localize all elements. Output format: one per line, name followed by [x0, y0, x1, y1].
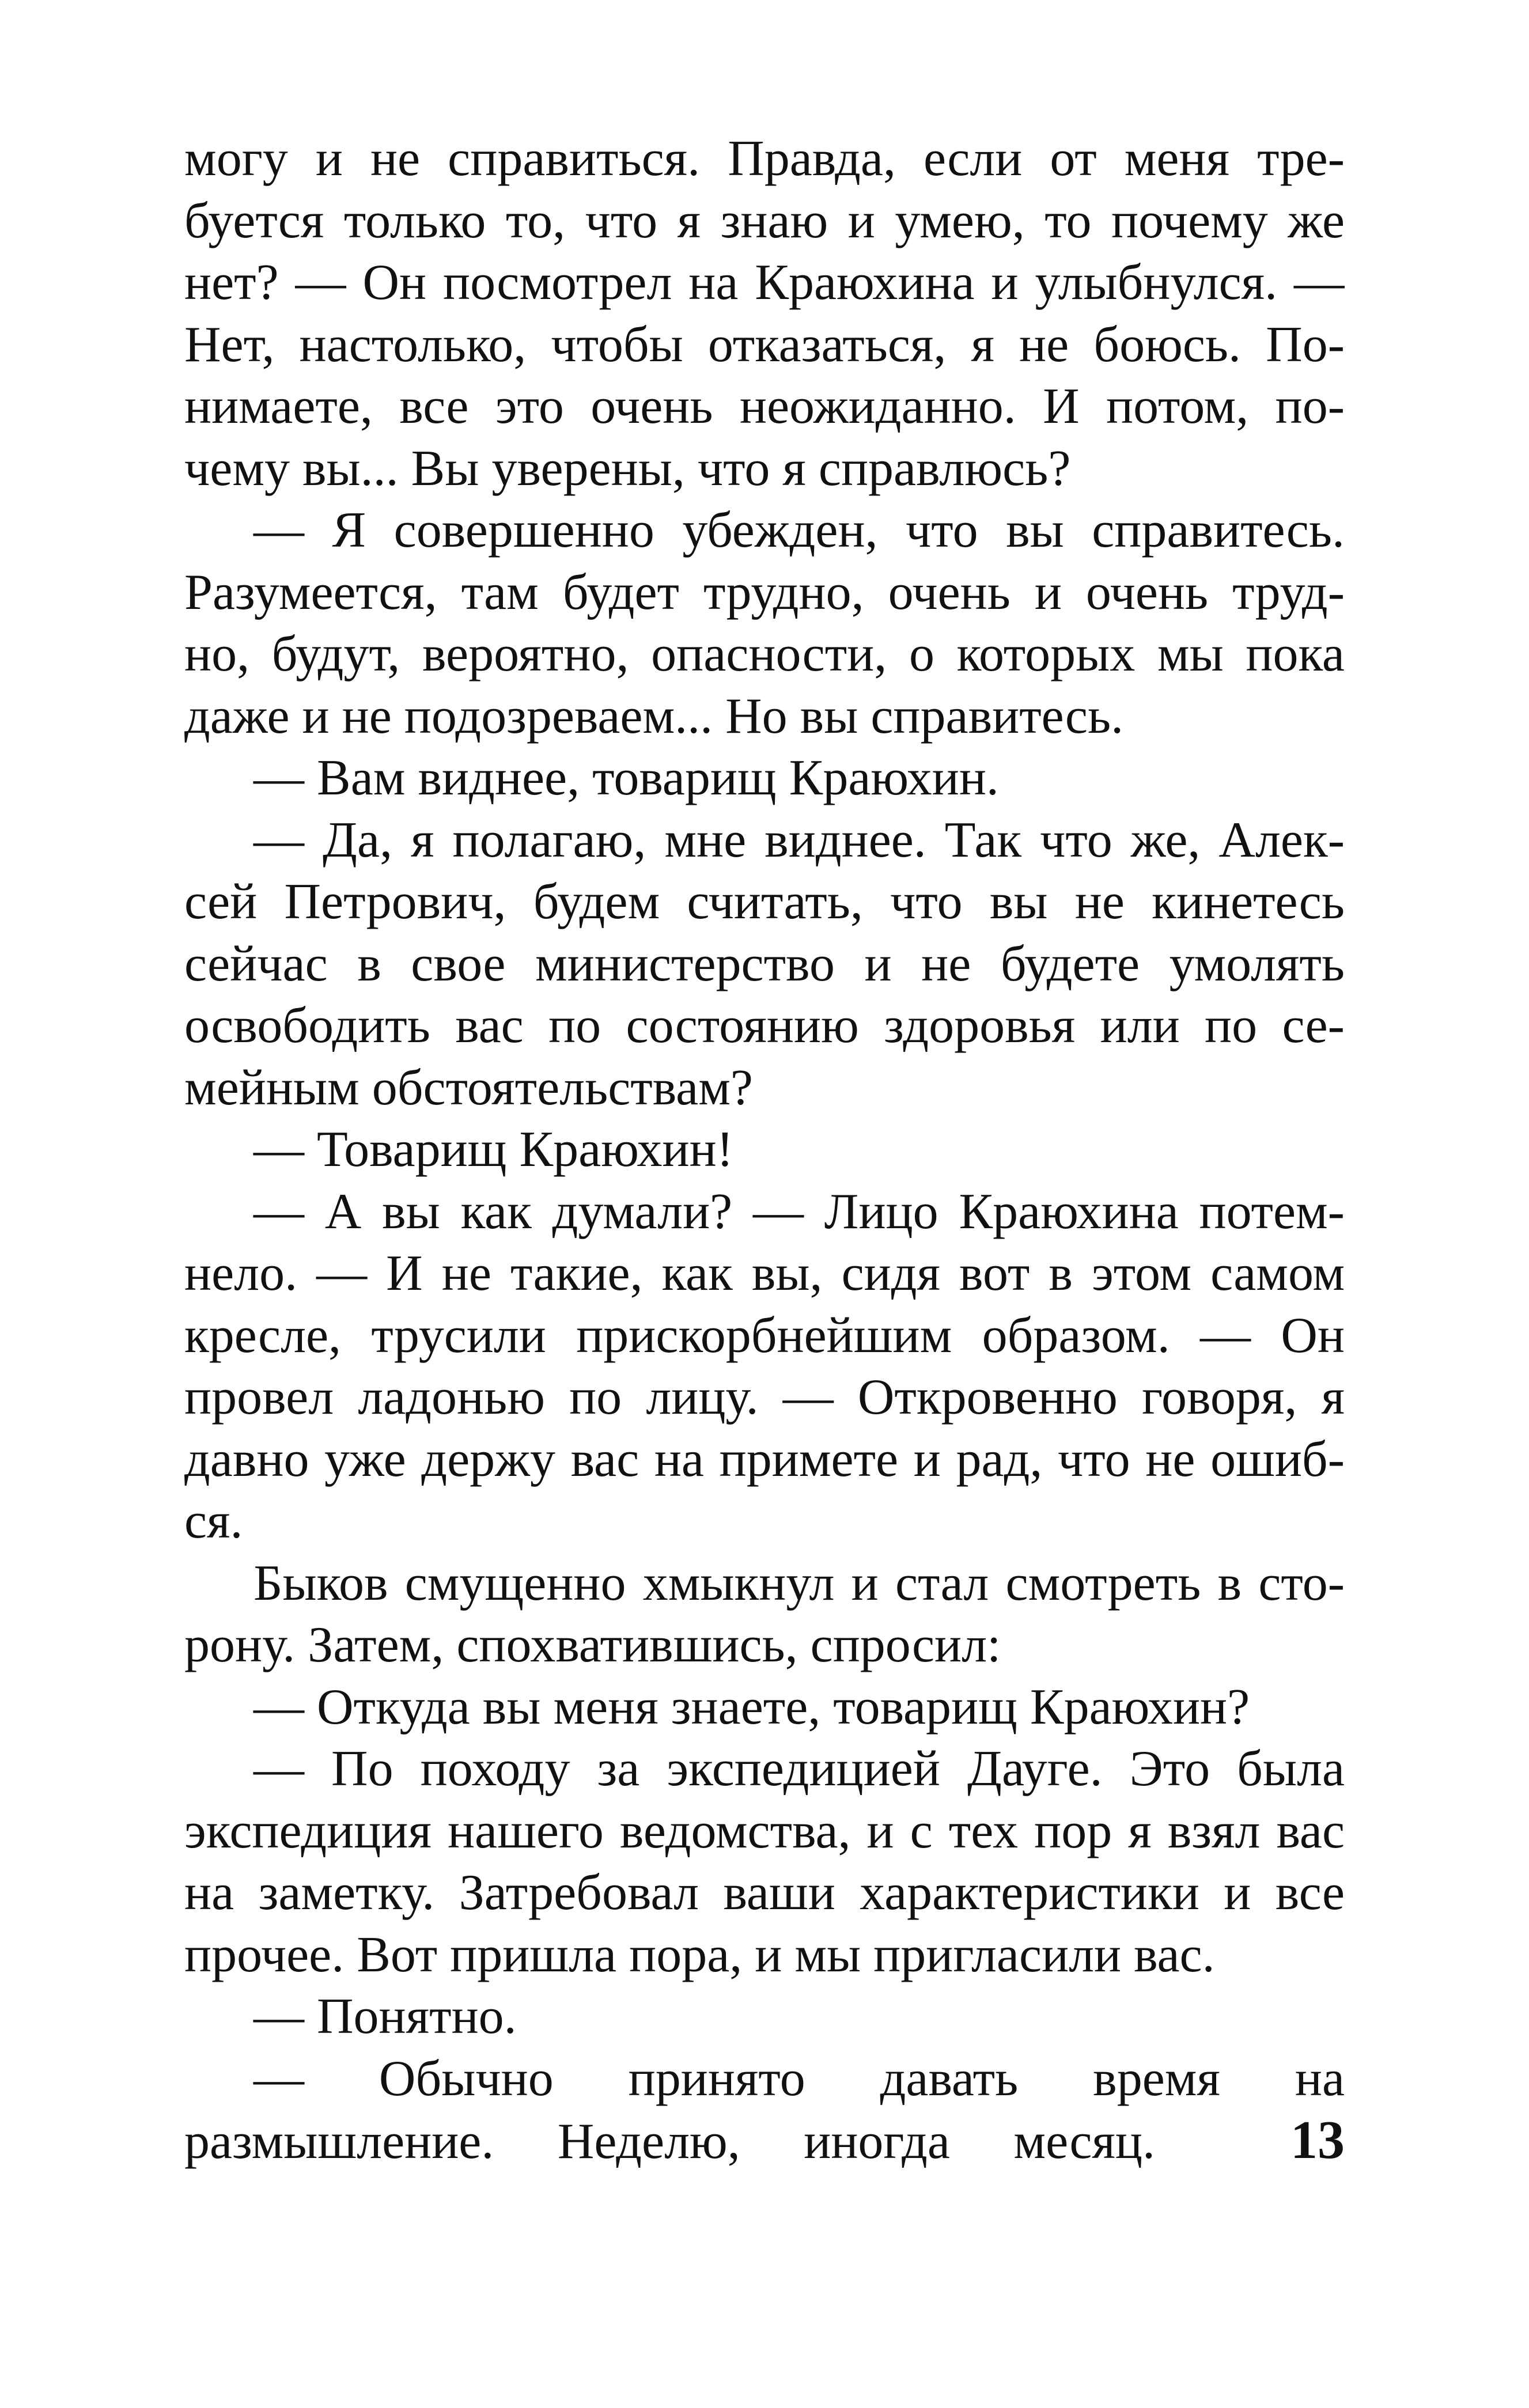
text-line: нет? — Он посмотрел на Краюхина и улыбнулся. — [184, 255, 1345, 311]
book-page [184, 128, 1345, 2172]
text-line: даже и не подозреваем... Но вы справитесь. [184, 688, 1124, 744]
text-line: мейным обстоятельствам? [184, 1059, 753, 1116]
text-line: — Я совершенно убежден, что вы справитесь. [253, 502, 1345, 558]
text-line: нело. — И не такие, как вы, сидя вот в этом самом [184, 1245, 1345, 1301]
text-line: чему вы... Вы уверены, что я справлюсь? [184, 440, 1071, 497]
text-line: Нет, настолько, чтобы отказаться, я не боюсь. По- [184, 316, 1345, 373]
body-text [184, 128, 1345, 2110]
text-line: — Понятно. [253, 1989, 517, 2044]
text-line: Быков смущенно хмыкнул и стал смотреть в сто- [253, 1555, 1345, 1611]
text-line: — Да, я полагаю, мне виднее. Так что же, Алек- [253, 812, 1345, 868]
text-line: экспедиция нашего ведомства, и с тех пор я взял вас [184, 1803, 1345, 1859]
last-text-line: размышление. Неделю, иногда месяц. [184, 2114, 1155, 2170]
text-line: провел ладонью по лицу. — Откровенно говоря, я [184, 1369, 1345, 1425]
text-line: но, будут, вероятно, опасности, о которых мы пока [184, 626, 1345, 682]
page-number: 13 [1290, 2110, 1345, 2170]
text-line: могу и не справиться. Правда, если от меня тре- [184, 131, 1345, 187]
text-line: нимаете, все это очень неожиданно. И потом, по- [184, 378, 1345, 434]
text-line: сей Петрович, будем считать, что вы не кинетесь [184, 874, 1345, 930]
text-line: на заметку. Затребовал ваши характеристики и все [184, 1865, 1345, 1921]
text-line: освободить вас по состоянию здоровья или по се- [184, 998, 1345, 1054]
text-line: сейчас в свое министерство и не будете умолять [184, 936, 1345, 992]
text-line: прочее. Вот пришла пора, и мы пригласили вас. [184, 1926, 1215, 1983]
final-row [184, 2110, 1345, 2172]
text-line: Разумеется, там будет трудно, очень и очень труд- [184, 564, 1345, 620]
text-line: — А вы как думали? — Лицо Краюхина потем- [253, 1183, 1345, 1240]
text-line: — Откуда вы меня знаете, товарищ Краюхин? [253, 1679, 1250, 1735]
text-line: — Вам виднее, товарищ Краюхин. [253, 750, 999, 806]
text-line: ся. [184, 1493, 243, 1549]
text-line: кресле, трусили прискорбнейшим образом. — Он [184, 1307, 1345, 1364]
text-line: — Обычно принято давать время на [253, 2050, 1345, 2107]
text-line: рону. Затем, спохватившись, спросил: [184, 1617, 1001, 1673]
text-line: давно уже держу вас на примете и рад, что не ошиб- [184, 1431, 1345, 1487]
text-line: — Товарищ Краюхин! [253, 1122, 733, 1178]
text-line: буется только то, что я знаю и умею, то почему же [184, 192, 1345, 249]
text-line: — По походу за экспедицией Дауге. Это была [253, 1741, 1345, 1797]
